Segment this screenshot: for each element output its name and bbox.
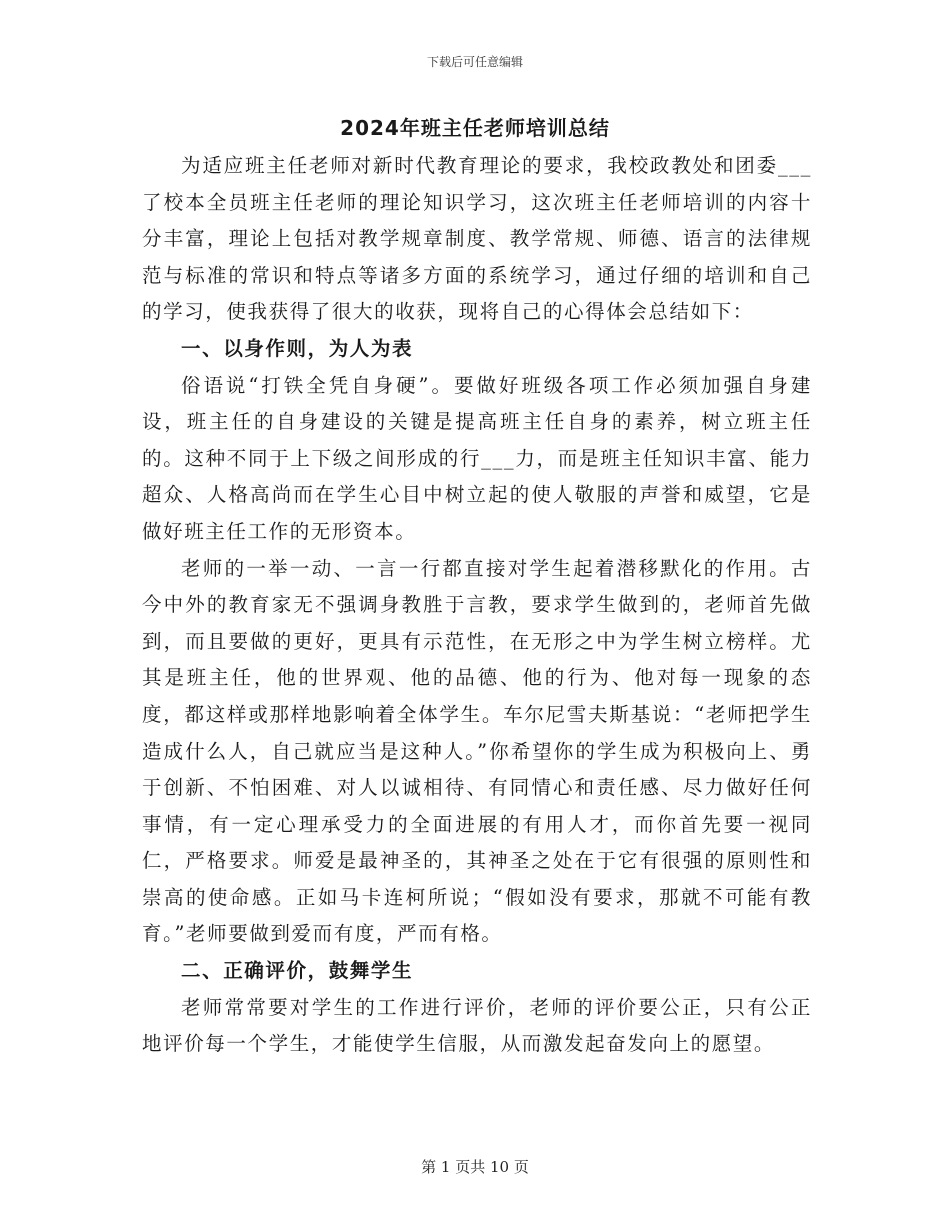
document-title: 2024年班主任老师培训总结 <box>340 116 610 140</box>
section-1-paragraph-1: 俗语说“打铁全凭自身硬”。要做好班级各项工作必须加强自身建设，班主任的自身建设的关键是提高班主任自身的素养，树立班主任的。这种不同于上下级之间形成的行___力，而是班主任知识丰富、能力超众、人格高尚而在学生心目中树立起的使人敬服的声誉和威望，它是做好班主任工作的无形资本。 <box>142 373 812 543</box>
page-number: 第 1 页共 10 页 <box>421 1158 529 1176</box>
section-2-paragraph-1: 老师常常要对学生的工作进行评价，老师的评价要公正，只有公正地评价每一个学生，才能使学生信服，从而激发起奋发向上的愿望。 <box>142 995 812 1056</box>
intro-paragraph: 为适应班主任老师对新时代教育理论的要求，我校政教处和团委___了校本全员班主任老师的理论知识学习，这次班主任老师培训的内容十分丰富，理论上包括对教学规章制度、教学常规、师德、语言的法律规范与标准的常识和特点等诸多方面的系统学习，通过仔细的培训和自己的学习，使我获得了很大的收获，现将自己的心得体会总结如下： <box>142 154 812 324</box>
header-note: 下载后可任意编辑 <box>426 55 523 69</box>
section-heading-1: 一、以身作则，为人为表 <box>181 336 414 360</box>
section-heading-2: 二、正确评价，鼓舞学生 <box>181 959 414 983</box>
section-1-paragraph-2: 老师的一举一动、一言一行都直接对学生起着潜移默化的作用。古今中外的教育家无不强调身教胜于言教，要求学生做到的，老师首先做到，而且要做的更好，更具有示范性，在无形之中为学生树立榜样。尤其是班主任，他的世界观、他的品德、他的行为、他对每一现象的态度，都这样或那样地影响着全体学生。车尔尼雪夫斯基说：“老师把学生造成什么人，自己就应当是这种人。”你希望你的学生成为积极向上、勇于创新、不怕困难、对人以诚相待、有同情心和责任感、尽力做好任何事情，有一定心理承受力的全面进展的有用人才，而你首先要一视同仁，严格要求。师爱是最神圣的，其神圣之处在于它有很强的原则性和崇高的使命感。正如马卡连柯所说；“假如没有要求，那就不可能有教育。”老师要做到爱而有度，严而有格。 <box>142 556 812 946</box>
document-body <box>142 148 812 1063</box>
